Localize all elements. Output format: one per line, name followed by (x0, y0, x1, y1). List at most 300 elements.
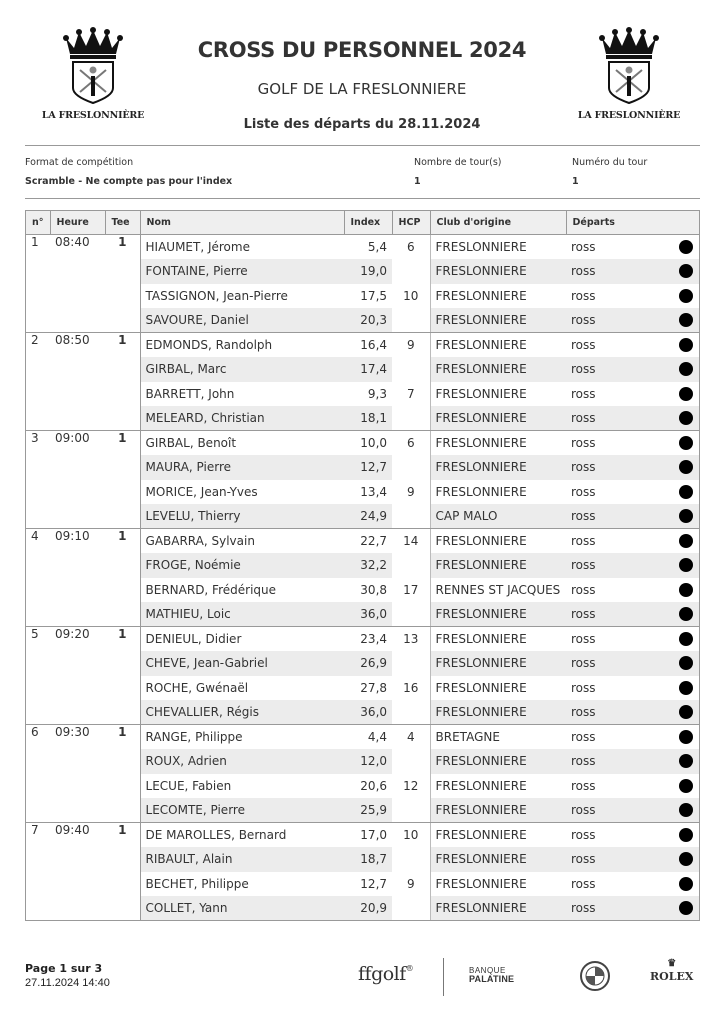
player-depart (566, 774, 699, 799)
player-depart (566, 823, 699, 848)
crown-crest-icon (596, 26, 662, 104)
tee-marker-icon (679, 656, 693, 670)
player-index: 30,8 (360, 582, 388, 597)
tee-marker-icon (679, 754, 693, 768)
tee-marker-icon (679, 387, 693, 401)
group-number (26, 602, 51, 627)
depart-label: ross (571, 803, 596, 817)
tee-time (50, 700, 105, 725)
team-handicap: 16 (392, 676, 430, 701)
player-depart (566, 406, 699, 431)
col-index: Index (344, 211, 392, 235)
depart-label: ross (571, 411, 596, 425)
table-row (26, 235, 700, 260)
group-number (26, 700, 51, 725)
tee-time (50, 382, 105, 407)
team-handicap: 14 (392, 529, 430, 554)
tee-time (50, 774, 105, 799)
tee-marker-icon (679, 705, 693, 719)
player-name: HIAUMET, Jérome (140, 235, 344, 260)
tee-marker-icon (679, 828, 693, 842)
player-depart (566, 333, 699, 358)
player-name: FONTAINE, Pierre (140, 259, 344, 284)
start-list-table (25, 210, 700, 921)
group-number (26, 406, 51, 431)
depart-label: ross (571, 828, 596, 842)
player-index: 17,0 (344, 823, 392, 848)
sponsor-divider (443, 958, 444, 996)
depart-label: ross (571, 436, 596, 450)
depart-label: ross (571, 582, 596, 597)
tee-time (50, 357, 105, 382)
player-club: FRESLONNIERE (430, 357, 566, 382)
table-row (26, 308, 700, 333)
depart-label: ross (571, 901, 596, 915)
depart-label: ross (571, 484, 596, 499)
group-number (26, 578, 51, 603)
player-club: FRESLONNIERE (435, 778, 527, 793)
player-club: FRESLONNIERE (430, 749, 566, 774)
player-depart (566, 529, 699, 554)
player-name: MAURA, Pierre (140, 455, 344, 480)
tee-time: 09:40 (50, 823, 105, 848)
tee-number (105, 357, 140, 382)
player-club: FRESLONNIERE (430, 406, 566, 431)
table-row (26, 455, 700, 480)
rounds-count (414, 157, 502, 187)
tee-time (50, 602, 105, 627)
player-index: 24,9 (344, 504, 392, 529)
team-handicap: 7 (392, 382, 430, 407)
format-label: Format de compétition (25, 157, 134, 168)
tee-time (50, 676, 105, 701)
player-name: SAVOURE, Daniel (140, 308, 344, 333)
player-depart (566, 504, 699, 529)
rolex-crown-icon: ♛ (667, 958, 677, 969)
team-handicap: 10 (392, 823, 430, 848)
tee-number (105, 774, 140, 799)
tee-marker-icon (679, 583, 693, 597)
player-index: 4,4 (344, 725, 392, 750)
tee-marker-icon (679, 338, 693, 352)
player-club: FRESLONNIERE (435, 288, 527, 303)
table-row (26, 259, 700, 284)
table-row (26, 602, 700, 627)
table-row (26, 774, 700, 799)
player-name: DE MAROLLES, Bernard (140, 823, 344, 848)
table-row (26, 847, 700, 872)
tee-marker-icon (679, 313, 693, 327)
group-number: 5 (26, 627, 51, 652)
tee-time (50, 284, 105, 309)
player-name: GIRBAL, Benoît (140, 431, 344, 456)
group-number: 2 (26, 333, 51, 358)
table-row (26, 627, 700, 652)
player-name: ROUX, Adrien (140, 749, 344, 774)
tee-marker-icon (679, 681, 693, 695)
tee-number (105, 382, 140, 407)
player-index: 12,7 (360, 876, 388, 891)
table-row (26, 480, 700, 505)
tee-time (50, 308, 105, 333)
team-handicap (392, 847, 430, 872)
group-number: 3 (26, 431, 51, 456)
round-number (572, 157, 647, 187)
page-subtitle: GOLF DE LA FRESLONNIERE (257, 80, 467, 98)
group-number (26, 357, 51, 382)
club-logo-left (38, 26, 148, 121)
player-index: 20,6 (360, 778, 388, 793)
print-timestamp: 27.11.2024 14:40 (25, 977, 110, 989)
player-depart (566, 382, 699, 407)
group-number (26, 382, 51, 407)
player-club: FRESLONNIERE (430, 235, 566, 260)
tee-marker-icon (679, 485, 693, 499)
team-handicap (392, 455, 430, 480)
page-title: CROSS DU PERSONNEL 2024 (197, 38, 527, 62)
group-number (26, 553, 51, 578)
player-index: 32,2 (344, 553, 392, 578)
tee-number (105, 847, 140, 872)
tee-marker-icon (679, 436, 693, 450)
tee-marker-icon (679, 240, 693, 254)
player-name: BECHET, Philippe (145, 876, 249, 891)
player-name: RIBAULT, Alain (140, 847, 344, 872)
team-handicap: 9 (392, 333, 430, 358)
tee-time: 09:10 (50, 529, 105, 554)
player-club: FRESLONNIERE (435, 484, 527, 499)
player-club: FRESLONNIERE (430, 602, 566, 627)
tee-time (50, 480, 105, 505)
player-name: RANGE, Philippe (140, 725, 344, 750)
depart-label: ross (571, 288, 596, 303)
table-row (26, 406, 700, 431)
depart-label: ross (571, 632, 596, 646)
palatine-line1: BANQUE (469, 966, 506, 975)
player-depart (566, 480, 699, 505)
team-handicap: 13 (392, 627, 430, 652)
player-club: FRESLONNIERE (435, 386, 527, 401)
team-handicap (392, 896, 430, 921)
tee-time (50, 455, 105, 480)
group-number (26, 259, 51, 284)
player-club: FRESLONNIERE (430, 333, 566, 358)
team-handicap (392, 749, 430, 774)
player-club: BRETAGNE (430, 725, 566, 750)
tee-number: 1 (105, 235, 140, 260)
player-index: 20,9 (344, 896, 392, 921)
player-name: MELEARD, Christian (140, 406, 344, 431)
group-number (26, 308, 51, 333)
player-index: 5,4 (344, 235, 392, 260)
table-row (26, 504, 700, 529)
player-name: MORICE, Jean-Yves (145, 484, 258, 499)
player-index: 9,3 (367, 386, 388, 401)
tee-time (50, 651, 105, 676)
player-depart (566, 431, 699, 456)
tee-number (105, 578, 140, 603)
player-index: 17,5 (360, 288, 388, 303)
table-row (26, 333, 700, 358)
player-name: LECUE, Fabien (145, 778, 232, 793)
player-depart (566, 308, 699, 333)
tee-time (50, 872, 105, 897)
player-index: 23,4 (344, 627, 392, 652)
player-index: 27,8 (360, 680, 388, 695)
tee-number (105, 504, 140, 529)
player-depart (566, 235, 699, 260)
player-depart (566, 357, 699, 382)
depart-label: ross (571, 754, 596, 769)
table-row (26, 357, 700, 382)
player-depart (566, 749, 699, 774)
depart-label: ross (571, 240, 596, 254)
group-number (26, 847, 51, 872)
depart-label: ross (571, 509, 596, 523)
logo-right-label: LA FRESLONNIÈRE (577, 110, 681, 121)
tee-marker-icon (679, 877, 693, 891)
page-indicator: Page 1 sur 3 (25, 962, 103, 975)
player-club: FRESLONNIERE (430, 798, 566, 823)
tee-number: 1 (105, 725, 140, 750)
tee-marker-icon (679, 607, 693, 621)
depart-label: ross (571, 460, 596, 475)
depart-label: ross (571, 778, 596, 793)
tee-number (105, 651, 140, 676)
player-club: FRESLONNIERE (430, 529, 566, 554)
start-list-body (26, 235, 700, 921)
team-handicap (392, 406, 430, 431)
depart-label: ross (571, 386, 596, 401)
player-index: 36,0 (344, 602, 392, 627)
tee-number: 1 (105, 627, 140, 652)
ffgolf-logo (358, 963, 413, 985)
group-number: 7 (26, 823, 51, 848)
player-depart (566, 602, 699, 627)
tee-number (105, 896, 140, 921)
col-tee: Tee (105, 211, 140, 235)
player-club: FRESLONNIERE (430, 308, 566, 333)
player-depart (566, 259, 699, 284)
player-index: 12,7 (344, 455, 392, 480)
player-club: FRESLONNIERE (430, 823, 566, 848)
team-handicap (392, 553, 430, 578)
group-number (26, 651, 51, 676)
table-row (26, 676, 700, 701)
player-depart (566, 847, 699, 872)
depart-label: ross (571, 313, 596, 327)
group-number (26, 284, 51, 309)
group-number (26, 676, 51, 701)
banque-palatine-logo (469, 966, 514, 984)
tee-marker-icon (679, 803, 693, 817)
competition-format (25, 157, 232, 187)
table-row (26, 382, 700, 407)
tee-time (50, 749, 105, 774)
player-club: FRESLONNIERE (430, 259, 566, 284)
col-name: Nom (140, 211, 344, 235)
player-depart (566, 455, 699, 480)
table-row (26, 700, 700, 725)
team-handicap (392, 357, 430, 382)
tee-number (105, 872, 140, 897)
player-name: LECOMTE, Pierre (140, 798, 344, 823)
table-row (26, 872, 700, 897)
player-index: 16,4 (344, 333, 392, 358)
tee-number: 1 (105, 333, 140, 358)
player-depart (566, 872, 699, 897)
player-index: 20,3 (344, 308, 392, 333)
team-handicap (392, 700, 430, 725)
tee-number: 1 (105, 431, 140, 456)
player-depart (566, 651, 699, 676)
player-club: FRESLONNIERE (430, 553, 566, 578)
table-row (26, 725, 700, 750)
player-club: RENNES ST JACQUES (435, 582, 561, 597)
tee-time (50, 406, 105, 431)
tee-number (105, 553, 140, 578)
player-club: FRESLONNIERE (435, 680, 527, 695)
table-row (26, 431, 700, 456)
tee-time (50, 847, 105, 872)
tee-time: 09:20 (50, 627, 105, 652)
depart-label: ross (571, 656, 596, 671)
tee-marker-icon (679, 362, 693, 376)
group-number: 1 (26, 235, 51, 260)
player-name: CHEVE, Jean-Gabriel (140, 651, 344, 676)
tee-number (105, 700, 140, 725)
player-name: BARRETT, John (145, 386, 235, 401)
tee-marker-icon (679, 509, 693, 523)
round-number-value: 1 (572, 176, 579, 187)
group-number (26, 504, 51, 529)
player-depart (566, 700, 699, 725)
player-name: COLLET, Yann (140, 896, 344, 921)
team-handicap (392, 602, 430, 627)
player-depart (566, 676, 699, 701)
depart-label: ross (571, 264, 596, 279)
player-club: FRESLONNIERE (430, 700, 566, 725)
table-header-row (26, 211, 700, 235)
tee-number (105, 455, 140, 480)
group-number (26, 896, 51, 921)
tee-marker-icon (679, 534, 693, 548)
group-number (26, 480, 51, 505)
team-handicap: 12 (392, 774, 430, 799)
table-row (26, 798, 700, 823)
tee-marker-icon (679, 264, 693, 278)
team-handicap (392, 651, 430, 676)
team-handicap: 6 (392, 235, 430, 260)
player-index: 17,4 (344, 357, 392, 382)
depart-label: ross (571, 730, 596, 744)
player-index: 19,0 (344, 259, 392, 284)
team-handicap: 17 (392, 578, 430, 603)
tee-number (105, 259, 140, 284)
tee-time: 08:40 (50, 235, 105, 260)
divider-top (25, 145, 700, 146)
depart-label: ross (571, 876, 596, 891)
player-index: 18,7 (344, 847, 392, 872)
depart-label: ross (571, 705, 596, 719)
tee-time: 09:00 (50, 431, 105, 456)
player-name: FROGE, Noémie (140, 553, 344, 578)
tee-time: 09:30 (50, 725, 105, 750)
table-row (26, 896, 700, 921)
depart-label: ross (571, 534, 596, 548)
tee-time (50, 798, 105, 823)
player-name: DENIEUL, Didier (140, 627, 344, 652)
tee-number: 1 (105, 823, 140, 848)
player-index: 25,9 (344, 798, 392, 823)
player-name: LEVELU, Thierry (140, 504, 344, 529)
player-name: EDMONDS, Randolph (140, 333, 344, 358)
group-number: 6 (26, 725, 51, 750)
player-index: 36,0 (344, 700, 392, 725)
table-row (26, 823, 700, 848)
depart-label: ross (571, 852, 596, 867)
tee-number (105, 676, 140, 701)
ffgolf-text: ffgolf (358, 963, 406, 985)
tee-time (50, 578, 105, 603)
player-club: FRESLONNIERE (430, 627, 566, 652)
team-handicap (392, 798, 430, 823)
group-number (26, 749, 51, 774)
col-club: Club d'origine (430, 211, 566, 235)
table-row (26, 284, 700, 309)
player-name: TASSIGNON, Jean-Pierre (145, 288, 288, 303)
tee-marker-icon (679, 460, 693, 474)
depart-label: ross (571, 338, 596, 352)
logo-left-label: LA FRESLONNIÈRE (41, 110, 145, 121)
player-depart (566, 896, 699, 921)
tee-number (105, 480, 140, 505)
tee-number (105, 798, 140, 823)
tee-time (50, 504, 105, 529)
tee-marker-icon (679, 632, 693, 646)
tee-marker-icon (679, 779, 693, 793)
player-depart (566, 627, 699, 652)
player-name: CHEVALLIER, Régis (140, 700, 344, 725)
tee-time (50, 553, 105, 578)
bmw-logo (580, 961, 610, 995)
team-handicap: 6 (392, 431, 430, 456)
rolex-text: ROLEX (650, 970, 694, 983)
col-number: n° (26, 211, 51, 235)
player-depart (566, 725, 699, 750)
col-hcp: HCP (392, 211, 430, 235)
tee-number: 1 (105, 529, 140, 554)
player-index: 13,4 (360, 484, 388, 499)
player-name: ROCHE, Gwénaël (145, 680, 249, 695)
rounds-label: Nombre de tour(s) (414, 157, 502, 168)
rolex-logo (650, 958, 693, 983)
player-depart (566, 578, 699, 603)
table-row (26, 553, 700, 578)
registered-mark: ® (405, 964, 414, 973)
team-handicap: 4 (392, 725, 430, 750)
table-row (26, 749, 700, 774)
player-index: 22,7 (344, 529, 392, 554)
tee-number (105, 749, 140, 774)
depart-label: ross (571, 362, 596, 377)
list-date-heading: Liste des départs du 28.11.2024 (243, 117, 481, 132)
tee-time: 08:50 (50, 333, 105, 358)
col-time: Heure (50, 211, 105, 235)
group-number: 4 (26, 529, 51, 554)
group-number (26, 774, 51, 799)
group-number (26, 455, 51, 480)
